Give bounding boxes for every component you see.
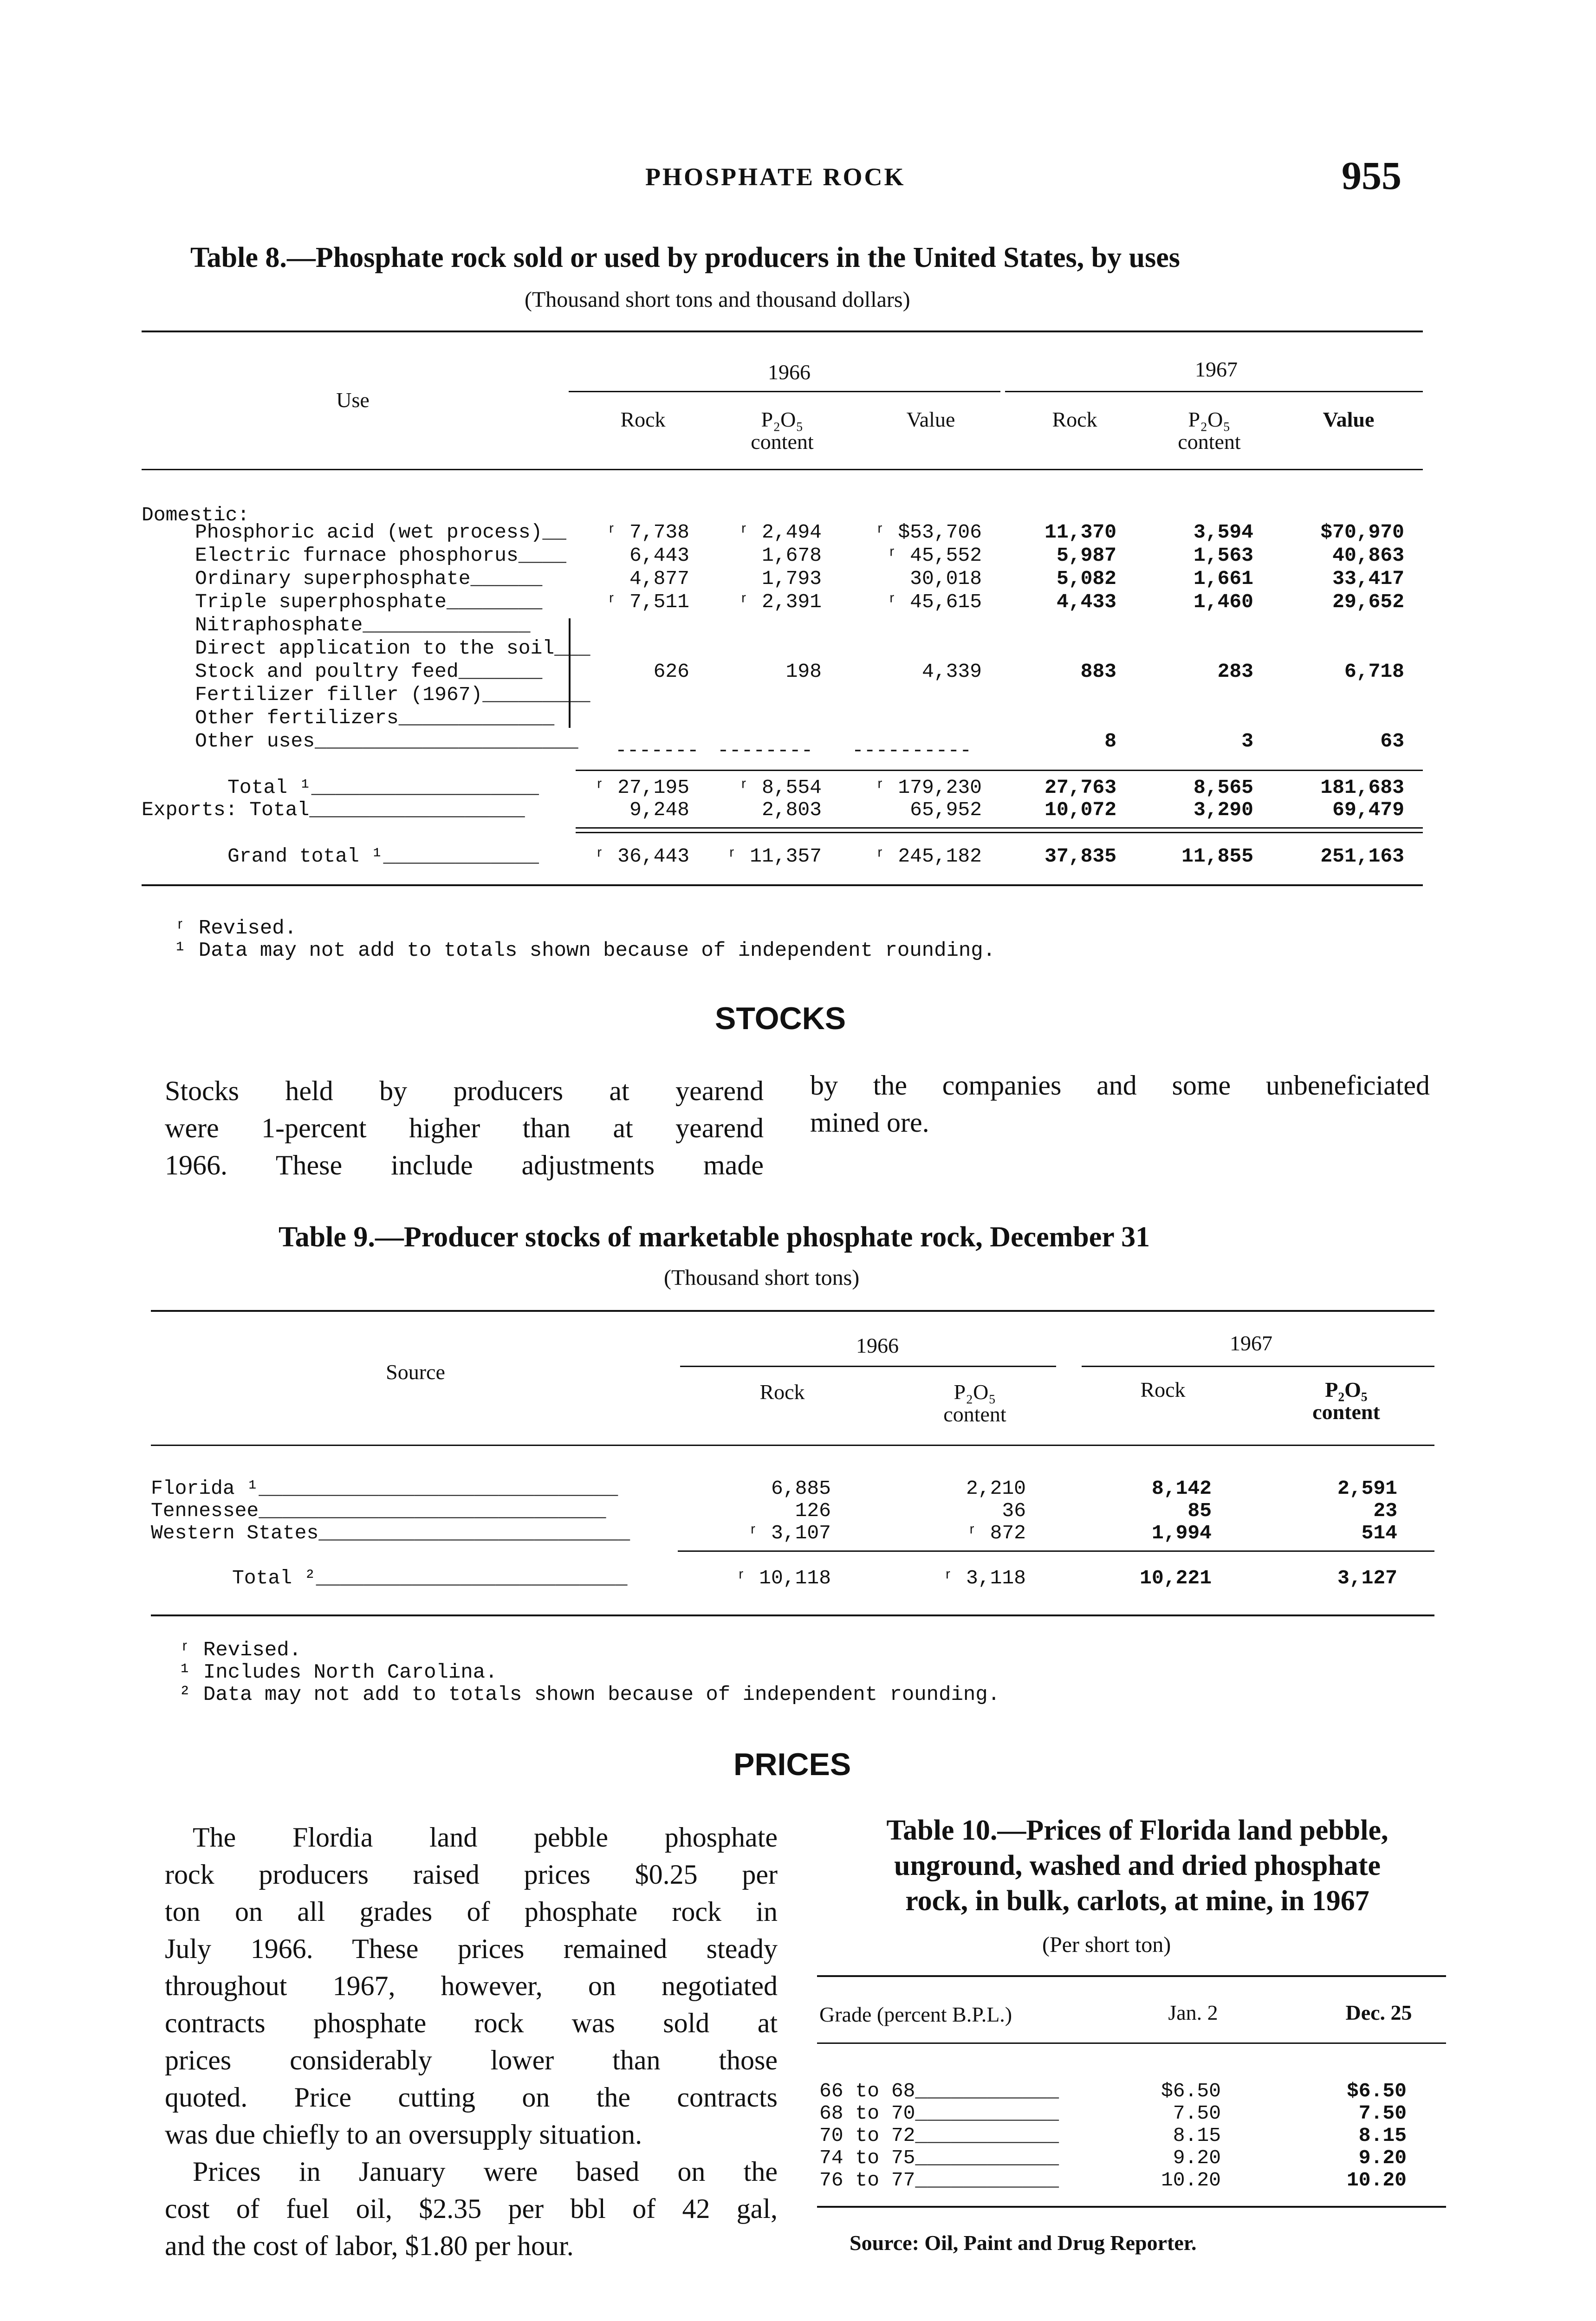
prices-p1-line-6: contracts phosphate rock was sold at: [165, 2008, 778, 2038]
table8-grouped-value-5: 283: [1217, 660, 1253, 683]
table8-exports-value-6: 69,479: [1332, 798, 1404, 821]
stocks-right-line-2: mined ore.: [810, 1107, 929, 1138]
table10-caption-line-1: Table 10.—Prices of Florida land pebble,: [886, 1815, 1388, 1846]
table10-row-2-dec: 7.50: [1358, 2102, 1407, 2125]
prices-p2-line-3: and the cost of labor, $1.80 per hour.: [165, 2230, 574, 2261]
table8-col-p2o5-1966: P₂O₅ content: [751, 408, 814, 454]
table10-source: Source: Oil, Paint and Drug Reporter.: [850, 2231, 1197, 2255]
table8-row-3-value-1: 4,877: [629, 567, 689, 590]
table8-grand-total-label: Grand total ¹_____________: [227, 845, 539, 868]
table8-note-rounding: ¹ Data may not add to totals shown because of independent rounding.: [174, 939, 996, 962]
table10-subtitle: (Per short ton): [1042, 1932, 1171, 1957]
table8-row-2-value-6: 40,863: [1332, 544, 1404, 567]
table8-row-4-value-5: 1,460: [1193, 590, 1253, 613]
table8-rule-1967: [1005, 391, 1423, 392]
table8-col-rock-1967: Rock: [1052, 408, 1097, 431]
table8-header-rule: [142, 469, 1423, 470]
table8-caption: Table 8.—Phosphate rock sold or used by producers in the United States, by uses: [190, 242, 1180, 273]
table8-row-2-label: Electric furnace phosphorus____: [195, 544, 566, 567]
table8-grand-total-value-6: 251,163: [1320, 845, 1404, 868]
prices-p1-line-5: throughout 1967, however, on negotiated: [165, 1971, 778, 2001]
table9-row-2-value-2: 36: [1002, 1499, 1026, 1522]
table10-col-grade: Grade (percent B.P.L.): [819, 2003, 1012, 2026]
table8-row-4-label: Triple superphosphate________: [195, 590, 543, 613]
table9-row-2-value-4: 23: [1373, 1499, 1397, 1522]
table9-total-label: Total ²__________________________: [232, 1567, 628, 1589]
table8-col-value-1967: Value: [1323, 408, 1375, 431]
table8-row-3-label: Ordinary superphosphate______: [195, 567, 543, 590]
table9-row-3-value-1: ʳ 3,107: [747, 1522, 831, 1544]
table10-row-3-label: 70 to 72____________: [819, 2124, 1059, 2147]
table8-row-4-value-3: ʳ 45,615: [886, 590, 982, 613]
table10-row-4-jan: 9.20: [1173, 2146, 1221, 2169]
table8-row-3-value-2: 1,793: [761, 567, 822, 590]
table10-header-rule: [817, 2042, 1446, 2044]
table10-row-4-dec: 9.20: [1358, 2146, 1407, 2169]
table10-row-1-dec: $6.50: [1346, 2080, 1407, 2102]
table8-other-uses-dash-1: -------: [615, 739, 699, 762]
table8-col-p2o5-1967: P₂O₅ content: [1178, 408, 1241, 454]
prices-p1-line-8: quoted. Price cutting on the contracts: [165, 2082, 778, 2113]
table8-bottom-rule: [142, 884, 1423, 886]
table8-grouped-label-2: Direct application to the soil___: [195, 637, 590, 660]
table8-row-4-value-1: ʳ 7,511: [605, 590, 689, 613]
table8-row-4-value-2: ʳ 2,391: [738, 590, 822, 613]
table8-grand-total-value-1: ʳ 36,443: [593, 845, 689, 868]
page-number: 955: [1342, 153, 1401, 198]
table8-other-uses-label: Other uses______________________: [195, 730, 578, 752]
table10-caption-line-2: unground, washed and dried phosphate: [894, 1850, 1381, 1881]
table8-total-rule: [576, 770, 1423, 771]
table9-header-rule: [151, 1445, 1434, 1446]
table10-row-1-jan: $6.50: [1161, 2080, 1221, 2102]
table8-grand-total-rule-b: [576, 832, 1423, 833]
prices-p1-line-3: ton on all grades of phosphate rock in: [165, 1896, 778, 1927]
table9-top-rule: [151, 1310, 1434, 1312]
running-head: PHOSPHATE ROCK: [645, 163, 906, 191]
table8-col-use: Use: [336, 388, 370, 412]
table9-total-value-1: ʳ 10,118: [735, 1567, 831, 1589]
prices-p2-line-1: Prices in January were based on the: [193, 2156, 778, 2187]
table9-col-source: Source: [386, 1360, 445, 1384]
table8-subtitle: (Thousand short tons and thousand dollars): [525, 287, 910, 312]
stocks-paragraph-left: [165, 1072, 764, 1184]
table10-row-2-jan: 7.50: [1173, 2102, 1221, 2125]
stocks-left-line-3: 1966. These include adjustments made: [165, 1150, 764, 1180]
table8-grand-total-value-5: 11,855: [1181, 845, 1253, 868]
table9-bottom-rule: [151, 1614, 1434, 1616]
table8-note-revised: ʳ Revised.: [174, 917, 297, 940]
table8-other-uses-value-3: 63: [1380, 730, 1404, 752]
table9-total-value-3: 10,221: [1140, 1567, 1212, 1589]
table8-year-1967: 1967: [1195, 357, 1238, 381]
table8-grand-total-value-4: 37,835: [1045, 845, 1116, 868]
table8-row-4-value-4: 4,433: [1056, 590, 1116, 613]
table9-year-1967: 1967: [1230, 1331, 1272, 1355]
prices-paragraph-2: [165, 2153, 778, 2264]
table9-row-1-label: Florida ¹______________________________: [151, 1477, 618, 1500]
table9-row-1-value-3: 8,142: [1151, 1477, 1212, 1500]
table8-domestic-label: Domestic:: [142, 504, 250, 526]
table8-exports-value-2: 2,803: [761, 798, 822, 821]
stocks-left-line-2: were 1-percent higher than at yearend: [165, 1113, 764, 1143]
table8-grand-total-value-3: ʳ 245,182: [874, 845, 982, 868]
table9-caption: Table 9.—Producer stocks of marketable phosphate rock, December 31: [279, 1221, 1150, 1253]
table8-total-value-3: ʳ 179,230: [874, 776, 982, 799]
table8-year-1966: 1966: [768, 360, 811, 384]
table8-grouped-label-1: Nitraphosphate______________: [195, 614, 531, 636]
table9-row-1-value-1: 6,885: [771, 1477, 831, 1500]
table8-row-3-value-4: 5,082: [1056, 567, 1116, 590]
table10-row-5-label: 76 to 77____________: [819, 2169, 1059, 2191]
table8-row-1-value-1: ʳ 7,738: [605, 521, 689, 544]
stocks-right-line-1: by the companies and some unbeneficiated: [810, 1070, 1430, 1101]
table8-total-value-5: 8,565: [1193, 776, 1253, 799]
prices-p1-line-9: was due chiefly to an oversupply situation.: [165, 2119, 642, 2150]
table8-other-uses-dash-3: ----------: [852, 739, 972, 762]
table8-total-value-2: ʳ 8,554: [738, 776, 822, 799]
table8-top-rule: [142, 331, 1423, 332]
table8-total-value-4: 27,763: [1045, 776, 1116, 799]
table9-row-2-value-1: 126: [795, 1499, 831, 1522]
table8-row-4-value-6: 29,652: [1332, 590, 1404, 613]
table8-col-value-1966: Value: [906, 408, 955, 431]
table9-row-3-label: Western States__________________________: [151, 1522, 630, 1544]
table9-total-rule: [678, 1550, 1434, 1552]
table9-note-north-carolina: ¹ Includes North Carolina.: [179, 1661, 498, 1684]
table9-rule-1967: [1082, 1366, 1434, 1367]
table8-grand-total-rule-a: [576, 827, 1423, 829]
table9-row-1-value-4: 2,591: [1337, 1477, 1397, 1500]
table9-note-revised: ʳ Revised.: [179, 1639, 302, 1662]
table10-row-4-label: 74 to 75____________: [819, 2146, 1059, 2169]
table8-row-2-value-3: ʳ 45,552: [886, 544, 982, 567]
table8-other-uses-value-2: 3: [1241, 730, 1253, 752]
table10-caption: [817, 1813, 1458, 1919]
table9-row-3-value-2: ʳ 872: [966, 1522, 1026, 1544]
table10-row-3-dec: 8.15: [1358, 2124, 1407, 2147]
table8-other-uses-value-1: 8: [1104, 730, 1116, 752]
prices-paragraph-1: [165, 1819, 778, 2153]
table8-grouped-value-2: 198: [785, 660, 822, 683]
table10-col-jan: Jan. 2: [1168, 2001, 1218, 2024]
table10-caption-line-3: rock, in bulk, carlots, at mine, in 1967: [905, 1885, 1369, 1917]
table10-row-5-jan: 10.20: [1161, 2169, 1221, 2191]
prices-p1-line-4: July 1966. These prices remained steady: [165, 1933, 778, 1964]
table8-row-2-value-4: 5,987: [1056, 544, 1116, 567]
prices-heading: PRICES: [733, 1747, 851, 1782]
table8-exports-value-1: 9,248: [629, 798, 689, 821]
table9-note-rounding: ² Data may not add to totals shown because of independent rounding.: [179, 1683, 1000, 1706]
table9-row-2-value-3: 85: [1187, 1499, 1212, 1522]
table8-row-1-value-6: $70,970: [1320, 521, 1404, 544]
table8-row-2-value-1: 6,443: [629, 544, 689, 567]
table8-row-1-value-5: 3,594: [1193, 521, 1253, 544]
table8-row-1-value-4: 11,370: [1045, 521, 1116, 544]
table8-grouped-value-1: 626: [653, 660, 689, 683]
table8-grouped-value-3: 4,339: [921, 660, 982, 683]
table9-total-value-4: 3,127: [1337, 1567, 1397, 1589]
stocks-paragraph-right: [810, 1067, 1430, 1141]
table9-total-value-2: ʳ 3,118: [942, 1567, 1026, 1589]
table8-total-label: Total ¹___________________: [227, 776, 539, 799]
table9-row-1-value-2: 2,210: [966, 1477, 1026, 1500]
table8-row-2-value-5: 1,563: [1193, 544, 1253, 567]
table8-grouped-label-3: Stock and poultry feed_______: [195, 660, 543, 683]
table8-grand-total-value-2: ʳ 11,357: [726, 845, 822, 868]
table9-col-p2o5-1966: P₂O₅ content: [943, 1380, 1006, 1426]
table10-col-dec: Dec. 25: [1345, 2001, 1412, 2024]
table10-row-2-label: 68 to 70____________: [819, 2102, 1059, 2125]
table8-row-1-value-2: ʳ 2,494: [738, 521, 822, 544]
stocks-heading: STOCKS: [715, 1001, 846, 1036]
table8-rule-1966: [569, 391, 1000, 392]
table9-col-rock-1966: Rock: [759, 1380, 805, 1404]
table8-exports-value-4: 10,072: [1045, 798, 1116, 821]
table8-row-2-value-2: 1,678: [761, 544, 822, 567]
table8-row-1-value-3: ʳ $53,706: [874, 521, 982, 544]
table8-other-uses-dash-2: --------: [717, 739, 813, 762]
table10-row-1-label: 66 to 68____________: [819, 2080, 1059, 2102]
table8-grouped-label-5: Other fertilizers_____________: [195, 707, 555, 729]
table10-top-rule: [817, 1975, 1446, 1977]
table8-col-rock-1966: Rock: [620, 408, 666, 431]
table8-total-value-1: ʳ 27,195: [593, 776, 689, 799]
prices-p2-line-2: cost of fuel oil, $2.35 per bbl of 42 gal,: [165, 2193, 778, 2224]
table8-row-1-label: Phosphoric acid (wet process)__: [195, 521, 566, 544]
table8-row-3-value-5: 1,661: [1193, 567, 1253, 590]
table8-grouped-label-4: Fertilizer filler (1967)_________: [195, 683, 590, 706]
table8-exports-label: Exports: Total__________________: [142, 798, 525, 821]
table8-row-3-value-3: 30,018: [910, 567, 982, 590]
table9-rule-1966: [680, 1366, 1056, 1367]
table9-col-p2o5-1967: P₂O₅ content: [1312, 1378, 1380, 1424]
prices-p1-line-7: prices considerably lower than those: [165, 2045, 778, 2075]
table9-row-3-value-4: 514: [1361, 1522, 1397, 1544]
stocks-left-line-1: Stocks held by producers at yearend: [165, 1076, 764, 1106]
prices-p1-line-2: rock producers raised prices $0.25 per: [165, 1859, 778, 1890]
table9-subtitle: (Thousand short tons): [664, 1265, 860, 1290]
table8-exports-value-5: 3,290: [1193, 798, 1253, 821]
table8-total-value-6: 181,683: [1320, 776, 1404, 799]
table9-col-rock-1967: Rock: [1140, 1378, 1186, 1401]
table10-row-3-jan: 8.15: [1173, 2124, 1221, 2147]
table9-row-3-value-3: 1,994: [1151, 1522, 1212, 1544]
prices-paragraph: [165, 1819, 778, 2264]
table9-year-1966: 1966: [856, 1334, 899, 1357]
table10-row-5-dec: 10.20: [1346, 2169, 1407, 2191]
table8-exports-value-3: 65,952: [910, 798, 982, 821]
table8-grouped-value-6: 6,718: [1344, 660, 1404, 683]
prices-p1-line-1: The Flordia land pebble phosphate: [193, 1822, 778, 1853]
table9-row-2-label: Tennessee_____________________________: [151, 1499, 606, 1522]
table8-grouped-value-4: 883: [1080, 660, 1116, 683]
table10-bottom-rule: [817, 2206, 1446, 2208]
table8-row-3-value-6: 33,417: [1332, 567, 1404, 590]
